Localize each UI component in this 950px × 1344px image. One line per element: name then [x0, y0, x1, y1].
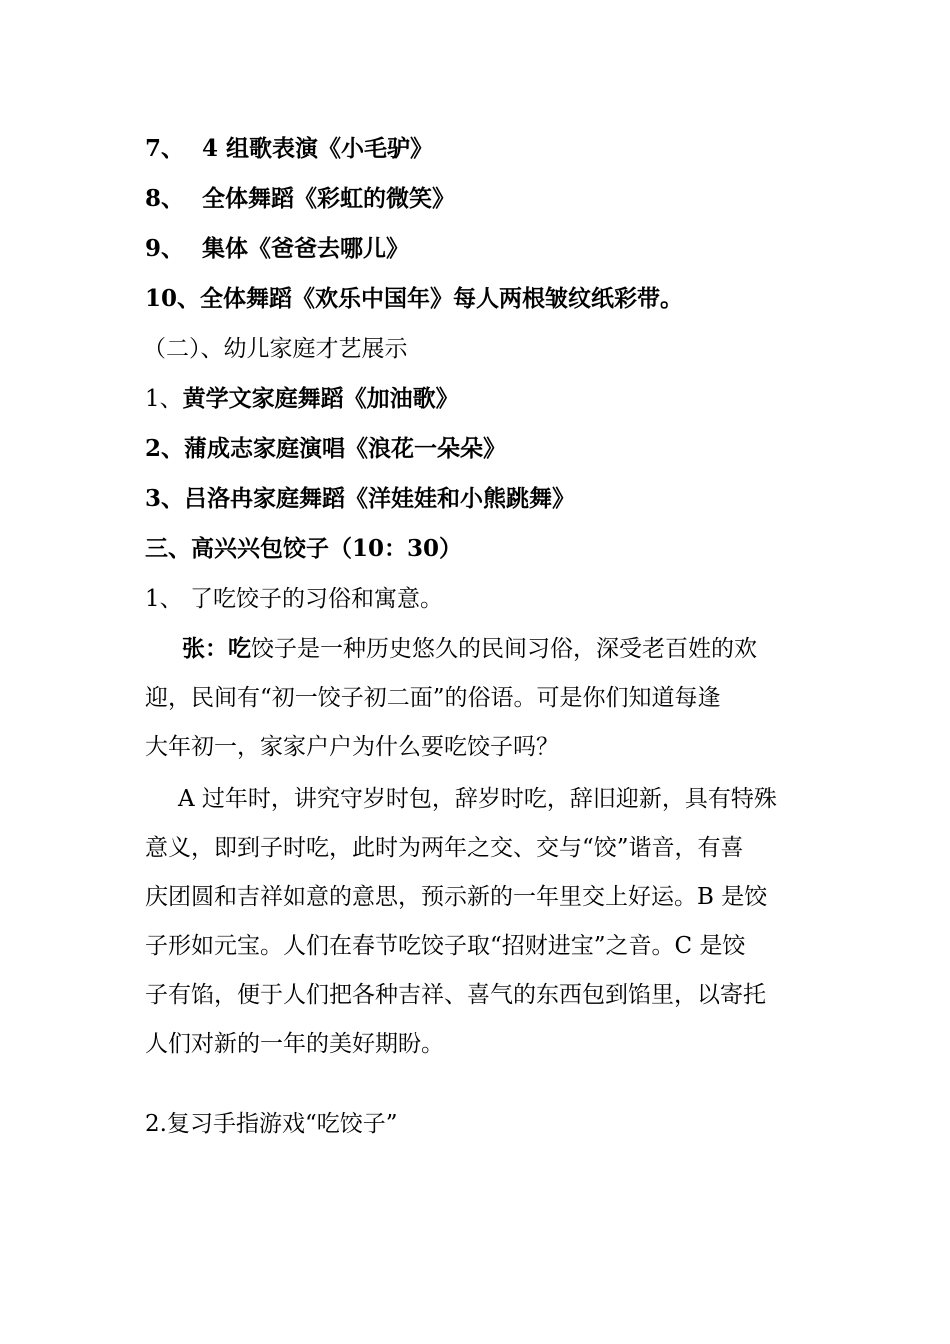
- paragraph-line: 庆团圆和吉祥如意的意思，预示新的一年里交上好运。B 是饺: [145, 884, 768, 910]
- paragraph-line: 子形如元宝。人们在春节吃饺子取“招财进宝”之音。C 是饺: [145, 933, 746, 959]
- item-number: 2、: [145, 435, 185, 462]
- paragraph-line: A 过年时，讲究守岁时包，辞岁时吃，辞旧迎新，具有特殊: [178, 786, 777, 812]
- speaker-label: 张：吃: [182, 635, 251, 662]
- item-text: 全体舞蹈《彩虹的微笑》: [202, 185, 455, 212]
- paragraph-line: [182, 634, 757, 664]
- item-text: 黄学文家庭舞蹈《加油歌》: [182, 385, 459, 412]
- item-text: 集体《爸爸去哪儿》: [202, 235, 409, 262]
- paragraph-line: 人们对新的一年的美好期盼。: [145, 1031, 444, 1057]
- paragraph-line: 意义，即到子时吃，此时为两年之交、交与“饺”谐音，有喜: [145, 835, 744, 861]
- paragraph-line: 子有馅，便于人们把各种吉祥、喜气的东西包到馅里，以寄托: [145, 982, 766, 1008]
- section-three-heading: 三、高兴兴包饺子（10：30）: [145, 535, 463, 562]
- paragraph-line: 大年初一，家家户户为什么要吃饺子吗？: [145, 734, 559, 760]
- family-item-3: [145, 484, 575, 514]
- item-text: 4 组歌表演《小毛驴》: [202, 135, 434, 162]
- sub-item-2: 2.复习手指游戏“吃饺子”: [145, 1111, 398, 1137]
- item-text: 吕洛冉家庭舞蹈《洋娃娃和小熊跳舞》: [184, 485, 576, 512]
- item-number: 3、: [145, 485, 185, 512]
- answer-paragraph: [145, 784, 811, 1084]
- item-number: 8、: [145, 185, 185, 212]
- paragraph-line: 迎，民间有“初一饺子初二面”的俗语。可是你们知道每逢: [145, 685, 721, 711]
- program-item-8: [145, 184, 455, 214]
- item-number: 1、: [145, 386, 183, 412]
- item-number: 7、: [145, 135, 185, 162]
- program-item-10: 10、全体舞蹈《欢乐中国年》每人两根皱纹纸彩带。: [145, 285, 684, 312]
- section-family-talent-heading: （二）、幼儿家庭才艺展示: [143, 336, 408, 362]
- zhang-paragraph: [145, 634, 811, 784]
- sub-item-1: 1、 了吃饺子的习俗和寓意。: [145, 586, 443, 612]
- paragraph-text: 饺子是一种历史悠久的民间习俗，深受老百姓的欢: [251, 636, 757, 662]
- item-number: 9、: [145, 235, 185, 262]
- program-item-9: [145, 234, 409, 264]
- program-item-7: [145, 134, 433, 164]
- family-item-1: [145, 384, 459, 414]
- item-text: 蒲成志家庭演唱《浪花一朵朵》: [184, 435, 507, 462]
- family-item-2: [145, 434, 506, 464]
